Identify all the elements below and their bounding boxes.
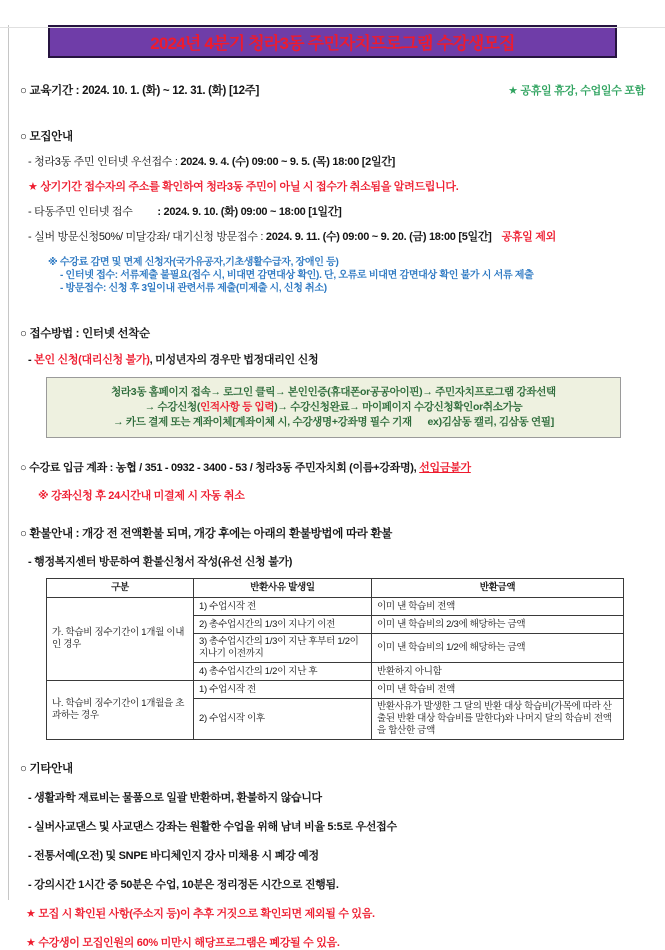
apply-steps-line3: → 카드 결제 또는 계좌이체[계좌이체 시, 수강생명+강좌명 필수 기재 ex)김삼동 캘리, 김삼동 연필] xyxy=(113,416,554,428)
refund-amount: 이미 낸 학습비 전액 xyxy=(372,598,624,616)
recruit-item-visit-dates: 2024. 9. 11. (수) 09:00 ~ 9. 20. (금) 18:00 [5일간] xyxy=(265,231,492,243)
fee-exemption-title: ※ 수강료 감면 및 면제 신청자(국가유공자,기초생활수급자, 장애인 등) xyxy=(48,257,339,268)
fee-exemption-visit: - 방문접수: 신청 후 3일이내 관련서류 제출(미제출 시, 신청 취소) xyxy=(60,283,327,294)
payment-account-text: ○ 수강료 입금 계좌 : 농협 / 351 - 0932 - 3400 - 53 / 청라3동 주민자치회 (이름+강좌명), xyxy=(20,462,420,474)
auto-cancel-note: ※ 강좌신청 후 24시간내 미결제 시 자동 취소 xyxy=(38,490,245,502)
no-prepayment-note: 선입금불가 xyxy=(419,462,471,474)
page-title: 2024년 4분기 청라3동 주민자치프로그램 수강생모집 xyxy=(150,34,515,53)
refund-when: 1) 수업시작 전 xyxy=(194,598,372,616)
education-period-row xyxy=(20,82,645,98)
etc-item-class-time: - 강의시간 1시간 중 50분은 수업, 10분은 정리정돈 시간으로 진행됨. xyxy=(28,879,339,891)
etc-item-dance-ratio: - 실버사교댄스 및 사교댄스 강좌는 원활한 수업을 위해 남녀 비율 5:5로 우선접수 xyxy=(28,821,397,833)
section-apply-title: ○ 접수방법 : 인터넷 선착순 xyxy=(20,328,150,340)
section-etc-title: ○ 기타안내 xyxy=(20,763,73,775)
page-edge-top xyxy=(0,27,665,28)
fee-exemption-internet: - 인터넷 접수: 서류제출 불필요(접수 시, 비대면 감면대상 확인). 단, 오류로 비대면 감면대상 확인 불가 시 서류 제출 xyxy=(60,270,534,281)
recruit-item-other-residents xyxy=(28,203,665,219)
refund-amount: 이미 낸 학습비의 1/2에 해당하는 금액 xyxy=(372,634,624,663)
refund-amount: 이미 낸 학습비의 2/3에 해당하는 금액 xyxy=(372,616,624,634)
refund-table xyxy=(46,578,624,740)
recruit-item-visit xyxy=(28,228,665,244)
col-reason-header: 반환사유 발생일 xyxy=(194,579,372,598)
etc-warning-false-info: ★ 모집 시 확인된 사항(주소지 등)이 추후 거짓으로 확인되면 제외될 수 있음. xyxy=(26,908,375,920)
apply-self-only-red: 본인 신청(대리신청 불가) xyxy=(34,354,150,366)
col-category-header: 구분 xyxy=(47,579,194,598)
apply-steps-line2-red: 인적사항 등 입력 xyxy=(200,401,275,413)
refund-when: 3) 총수업시간의 1/3이 지난 후부터 1/2이 지나기 이전까지 xyxy=(194,634,372,663)
etc-warning-min-enrollment: ★ 수강생이 모집인원의 60% 미만시 해당프로그램은 폐강될 수 있음. xyxy=(26,937,340,949)
refund-table-header-row xyxy=(47,579,624,598)
apply-steps-line2 xyxy=(53,400,614,415)
apply-dash: - xyxy=(28,354,35,366)
apply-steps-line2-pre: → 수강신청( xyxy=(144,401,201,413)
section-refund-title: ○ 환불안내 : 개강 전 전액환불 되며, 개강 후에는 아래의 환불방법에 따라 환불 xyxy=(20,528,393,540)
etc-item-cancellation: - 전통서예(오전) 및 SNPE 바디체인지 강사 미채용 시 폐강 예정 xyxy=(28,850,319,862)
recruit-item-visit-label: - 실버 방문신청50%/ 미달강좌/ 대기신청 방문접수 : xyxy=(28,231,266,243)
apply-steps-line2-post: )→ 수강신청완료→ 마이페이지 수강신청확인or취소가능 xyxy=(274,401,523,413)
apply-steps-box xyxy=(46,377,621,438)
apply-self-only-line xyxy=(28,351,665,367)
recruit-item-other-dates: : 2024. 9. 10. (화) 09:00 ~ 18:00 [1일간] xyxy=(132,206,342,218)
col-amount-header: 반환금액 xyxy=(372,579,624,598)
table-row xyxy=(47,598,624,616)
table-row xyxy=(47,681,624,699)
apply-self-only-rest: , 미성년자의 경우만 법정대리인 신청 xyxy=(149,354,319,366)
refund-amount: 반환사유가 발생한 그 달의 반환 대상 학습비(가목에 따라 산출된 반환 대상 학습비를 말한다)와 나머지 달의 학습비 전액을 합산한 금액 xyxy=(372,699,624,740)
refund-when: 1) 수업시작 전 xyxy=(194,681,372,699)
group-a-label: 가. 학습비 징수기간이 1개월 이내인 경우 xyxy=(47,598,194,681)
education-period-text: ○ 교육기간 : 2024. 10. 1. (화) ~ 12. 31. (화) [12주] xyxy=(20,85,259,97)
apply-steps-line1: 청라3동 홈페이지 접속→ 로그인 클릭→ 본인인증(휴대폰or공공아이핀)→ 주민자치프로그램 강좌선택 xyxy=(111,386,556,398)
recruit-item-priority xyxy=(28,153,665,169)
refund-visit-note: - 행정복지센터 방문하여 환불신청서 작성(유선 신청 불가) xyxy=(28,556,293,568)
page-edge-left xyxy=(8,25,9,900)
refund-when: 2) 총수업시간의 1/3이 지나기 이전 xyxy=(194,616,372,634)
payment-account-line xyxy=(20,459,665,475)
section-recruit-title: ○ 모집안내 xyxy=(20,131,73,143)
holiday-excluded-note: 공휴일 제외 xyxy=(501,231,556,243)
recruit-item-priority-label: - 청라3동 주민 인터넷 우선접수 : xyxy=(28,156,181,168)
refund-amount: 이미 낸 학습비 전액 xyxy=(372,681,624,699)
title-banner xyxy=(48,25,617,58)
refund-when: 4) 총수업시간의 1/2이 지난 후 xyxy=(194,663,372,681)
refund-when: 2) 수업시작 이후 xyxy=(194,699,372,740)
group-b-label: 나. 학습비 징수기간이 1개월을 초과하는 경우 xyxy=(47,681,194,740)
recruit-item-priority-dates: 2024. 9. 4. (수) 09:00 ~ 9. 5. (목) 18:00 [2일간] xyxy=(180,156,395,168)
address-check-warning: ★ 상기기간 접수자의 주소를 확인하여 청라3동 주민이 아닐 시 접수가 취소됨을 알려드립니다. xyxy=(28,181,459,193)
fee-exemption-note xyxy=(48,256,665,295)
recruit-item-other-label: - 타동주민 인터넷 접수 xyxy=(28,206,133,218)
holiday-note: ★ 공휴일 휴강, 수업일수 포함 xyxy=(508,85,645,97)
etc-item-materials: - 생활과학 재료비는 물품으로 일괄 반환하며, 환불하지 않습니다 xyxy=(28,792,322,804)
refund-amount: 반환하지 아니함 xyxy=(372,663,624,681)
